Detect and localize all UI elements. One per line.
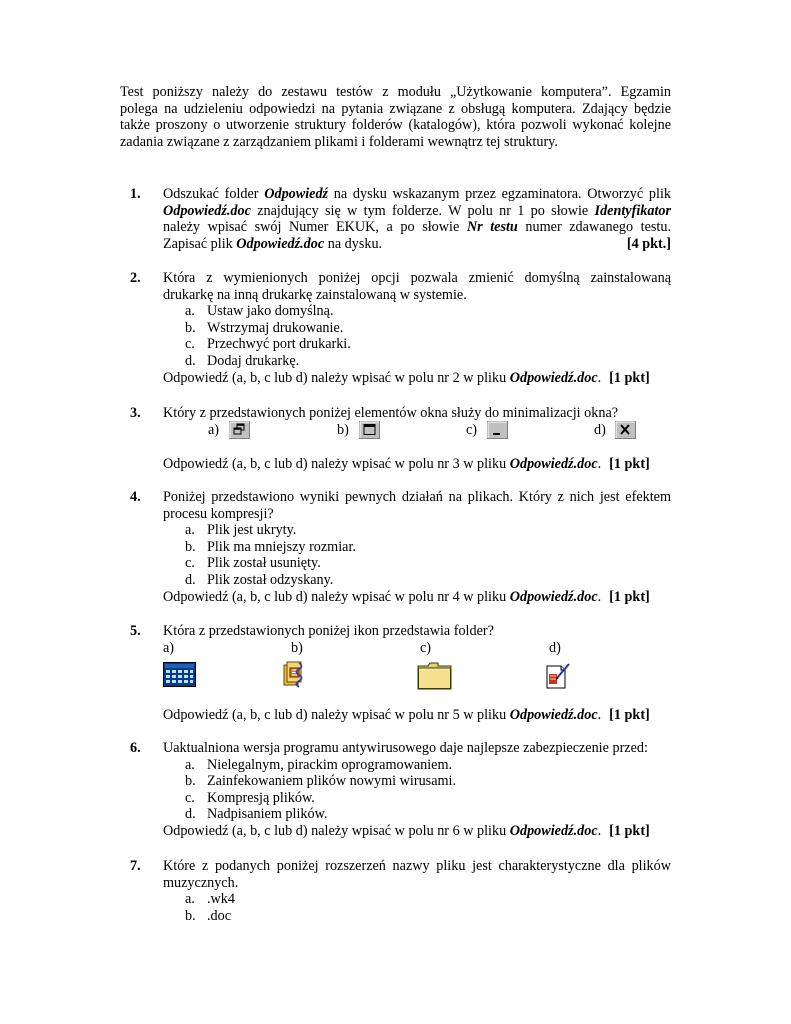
question-text: muzycznych. [163,874,239,891]
answer-option [185,522,671,539]
field-number: 2 [452,369,460,386]
text-part: należy wpisać swój Numer EKUK, a po słowie [163,219,467,236]
option-text: Plik ma mniejszy rozmiar. [207,538,356,555]
text-part: . [597,707,602,723]
option-letter: c. [185,336,195,353]
question-text: Uaktualniona wersja programu antywirusowego daje najlepsze zabezpieczenie przed: [163,740,648,756]
answer-instruction [163,823,671,840]
intro-line: Test poniższy należy do zestawu testów z modułu „Użytkowanie komputera”. Egzamin [120,84,671,100]
text-part: na dysku. [324,235,383,252]
intro-line: zadania związane z zarządzaniem plikami i folderami wewnątrz tej struktury. [120,133,558,150]
question-number: 1. [130,186,141,202]
question-text: Która z wymienionych poniżej opcji pozwala zmienić domyślną zainstalowaną [163,270,671,286]
option-text: .wk4 [207,891,235,908]
points-label: [1 pkt] [609,588,650,605]
points-label: [1 pkt] [609,707,650,723]
question-7 [120,858,671,924]
answer-option [185,773,671,790]
folder-name: Odpowiedź [264,186,329,202]
text-part: w pliku [463,707,507,723]
intro-paragraph [120,84,671,150]
intro-line: polega na udzieleniu odpowiedzi na pytania związane z obsługą komputera. Zdający będzie [120,100,671,117]
question-number: 3. [130,405,141,421]
answer-instruction [163,370,671,387]
option-letter: a. [185,522,195,539]
answer-instruction [163,707,671,724]
question-number: 4. [130,489,141,505]
question-2 [120,270,671,386]
text-part: Odpowiedź (a, b, c lub d) należy wpisać w polu nr [163,588,450,605]
option-letter: a. [185,303,195,320]
question-1 [120,186,671,252]
question-text [163,219,671,236]
text-part: Odszukać folder [163,186,265,202]
field-number: 4 [452,588,460,605]
text-part: Odpowiedź (a, b, c lub d) należy wpisać w polu nr [163,822,450,839]
option-letter: b) [337,422,349,438]
file-name: Odpowiedź.doc [236,235,325,252]
intro-line: także proszony o utworzenie struktury folderów (katalogów), która pozwoli wykonać kolejne [120,117,671,134]
minimize-button-icon [487,421,508,439]
option-text: Przechwyć port drukarki. [207,336,351,353]
question-text [163,186,671,203]
question-3 [120,405,671,422]
option-letter: d) [549,640,561,656]
answer-instruction [163,589,671,606]
option-letter: a) [163,640,175,656]
question-text [163,236,671,253]
option-text: Plik jest ukryty. [207,522,297,539]
option-text: Wstrzymaj drukowanie. [207,319,344,336]
option-text: Ustaw jako domyślną. [207,303,334,320]
text-part: . [597,369,602,386]
text-part: w pliku [463,456,507,472]
maximize-button-icon [359,421,380,439]
option-letter: b. [185,319,196,336]
field-number: 3 [452,456,460,472]
option-text: Plik został usunięty. [207,555,321,572]
question-text: drukarkę na inną drukarkę zainstalowaną w systemie. [163,286,467,303]
answer-option [185,555,671,572]
answer-option [185,539,671,556]
file-name: Odpowiedź.doc [509,588,598,605]
question-text: procesu kompresji? [163,505,274,522]
option-text: Dodaj drukarkę. [207,352,300,369]
option-letter: b. [185,773,196,790]
text-part: Zapisać plik [163,235,237,252]
option-text: Kompresją plików. [207,789,315,806]
question-5 [120,623,671,640]
option-text: Plik został odzyskany. [207,571,334,588]
answer-option [185,806,671,823]
text-part: Odpowiedź (a, b, c lub d) należy wpisać w polu nr [163,456,450,472]
field-number: 5 [452,707,460,723]
answer-option [185,891,671,908]
text-part: . [597,822,602,839]
question-number: 7. [130,858,141,874]
text-part: . [597,456,602,472]
answer-option [185,353,671,370]
zip-archive-icon [281,660,307,690]
text-part: Odpowiedź (a, b, c lub d) należy wpisać w polu nr [163,707,450,723]
answer-option [185,320,671,337]
text-part: w pliku [463,588,507,605]
question-5-answer [120,707,671,724]
question-text: Które z podanych poniżej rozszerzeń nazwy pliku jest charakterystyczne dla plików [163,858,671,874]
option-letter: b. [185,907,196,924]
option-letter: a. [185,756,195,773]
field-number: 6 [452,822,460,839]
question-text: Który z przedstawionych poniżej elementów okna służy do minimalizacji okna? [163,405,619,421]
file-name: Odpowiedź.doc [509,822,598,839]
file-name: Odpowiedź.doc [163,202,251,219]
points-label: [1 pkt] [609,456,650,472]
option-text: .doc [207,907,232,924]
points-label: [1 pkt] [609,822,650,839]
field-name: Identyfikator [594,202,671,219]
question-4 [120,489,671,605]
answer-instruction [163,456,671,473]
close-button-icon [615,421,636,439]
question-3-answer [120,456,671,473]
option-letter: c. [185,555,195,572]
option-letter: c) [466,422,478,438]
question-number: 2. [130,270,141,286]
text-part: w pliku [463,822,507,839]
option-letter: b. [185,538,196,555]
points-label: [4 pkt.] [626,235,671,252]
option-letter: a) [208,422,220,438]
question-6 [120,740,671,840]
text-part: na dysku wskazanym przez egzaminatora. Otworzyć plik [328,186,671,202]
answer-option [185,908,671,925]
text-part: znajdujący się w tym folderze. W polu nr 1 po słowie [250,202,595,219]
question-text [163,203,671,220]
answer-option [185,303,671,320]
file-name: Odpowiedź.doc [509,707,598,723]
file-name: Odpowiedź.doc [509,456,598,472]
text-part: w pliku [463,369,507,386]
question-text: Poniżej przedstawiono wyniki pewnych działań na plikach. Który z nich jest efektem [163,489,671,505]
points-label: [1 pkt] [609,369,650,386]
question-text: Która z przedstawionych poniżej ikon przedstawia folder? [163,623,494,639]
option-letter: d. [185,806,196,823]
answer-option [185,790,671,807]
option-letter: d. [185,352,196,369]
option-letter: d) [594,422,606,438]
question-number: 6. [130,740,141,756]
answer-option [185,757,671,774]
answer-option [185,572,671,589]
option-letter: c) [420,640,432,656]
option-letter: d. [185,571,196,588]
document-pen-icon [545,662,572,690]
file-name: Odpowiedź.doc [509,369,598,386]
text-part: numer zdawanego testu. [517,219,672,236]
option-letter: a. [185,891,195,908]
option-text: Nadpisaniem plików. [207,806,328,823]
text-part: . [597,588,602,605]
answer-option [185,336,671,353]
folder-icon [417,661,452,690]
option-text: Nielegalnym, pirackim oprogramowaniem. [207,756,453,773]
option-letter: c. [185,789,195,806]
question-number: 5. [130,623,141,639]
field-name: Nr testu [466,219,518,236]
option-text: Zainfekowaniem plików nowymi wirusami. [207,773,457,790]
restore-button-icon [229,421,250,439]
text-part: Odpowiedź (a, b, c lub d) należy wpisać w polu nr [163,369,450,386]
calculator-keypad-icon [163,662,196,687]
option-letter: b) [291,640,303,656]
